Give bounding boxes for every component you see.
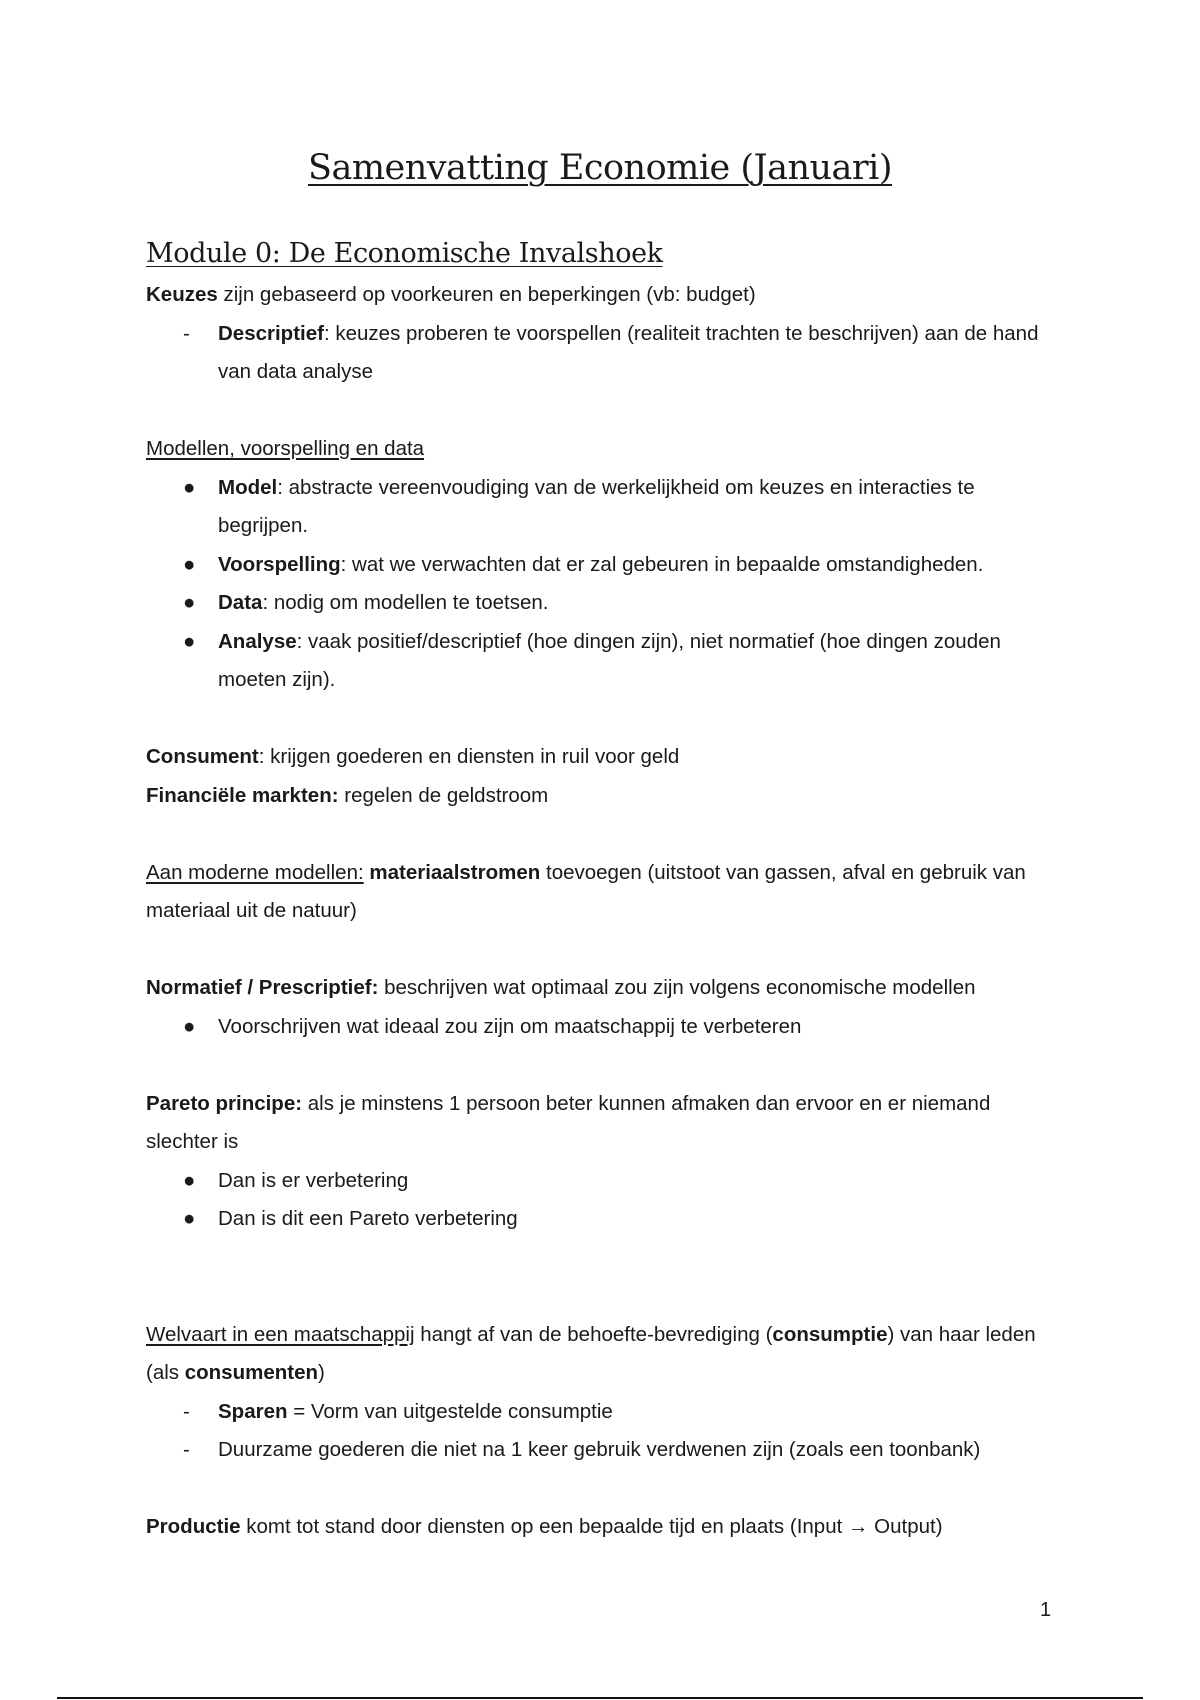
consument-paragraph: Consument: krijgen goederen en diensten in ruil voor geld <box>146 745 680 768</box>
pareto-list <box>146 1162 1066 1239</box>
item-text: Dan is er verbetering <box>218 1168 409 1192</box>
keuzes-list <box>146 315 1066 392</box>
item-text: : wat we verwachten dat er zal gebeuren in bepaalde omstandigheden. <box>340 552 984 576</box>
item-term: Model <box>218 475 278 499</box>
bullet-marker: ● <box>183 1207 196 1230</box>
item-term: Data <box>218 591 263 614</box>
bullet-marker: ● <box>183 629 196 653</box>
item-text: : abstracte vereenvoudiging van de werkelijkheid om keuzes en interacties te begrijpen. <box>218 475 975 537</box>
normatief-paragraph: Normatief / Prescriptief: beschrijven wat optimaal zou zijn volgens economische modellen <box>146 976 976 999</box>
keuzes-paragraph <box>146 276 1066 315</box>
item-term: Sparen <box>218 1399 288 1423</box>
dash-marker: - <box>183 321 190 345</box>
list-item <box>146 1008 1066 1047</box>
normatief-list <box>146 1008 1066 1047</box>
item-text: Voorschrijven wat ideaal zou zijn om maatschappij te verbeteren <box>218 1014 802 1038</box>
page-number: 1 <box>1040 1599 1052 1621</box>
keuzes-text: zijn gebaseerd op voorkeuren en beperkingen (vb: budget) <box>217 283 756 306</box>
item-text: = Vorm van uitgestelde consumptie <box>287 1399 613 1423</box>
welvaart-list <box>146 1393 1066 1470</box>
moderne-paragraph: Aan moderne modellen: materiaalstromen toevoegen (uitstoot van gassen, afval en gebruik van materiaal uit de natuur) <box>146 860 1026 922</box>
list-item <box>146 546 1066 585</box>
productie-paragraph: Productie komt tot stand door diensten op een bepaalde tijd en plaats (Input → Output) <box>146 1515 943 1538</box>
list-item <box>146 1431 1066 1470</box>
keuzes-term: Keuzes <box>146 283 218 306</box>
list-item <box>146 1162 1066 1201</box>
list-item <box>146 623 1066 700</box>
document-body <box>146 236 1066 1547</box>
bullet-marker: ● <box>183 1014 196 1038</box>
item-text: : keuzes proberen te voorspellen (realiteit trachten te beschrijven) aan de hand van data analyse <box>218 321 1039 383</box>
dash-marker: - <box>183 1438 190 1461</box>
welvaart-paragraph: Welvaart in een maatschappij hangt af van de behoefte-bevrediging (consumptie) van haar leden (als consumenten) <box>146 1322 1036 1384</box>
pareto-paragraph: Pareto principe: als je minstens 1 persoon beter kunnen afmaken dan ervoor en er niemand slechter is <box>146 1091 991 1153</box>
item-text: Dan is dit een Pareto verbetering <box>218 1207 518 1230</box>
module-heading: Module 0: De Economische Invalshoek <box>146 238 663 269</box>
item-text: : nodig om modellen te toetsen. <box>262 591 549 614</box>
financiele-paragraph: Financiële markten: regelen de geldstroom <box>146 783 549 807</box>
modellen-heading: Modellen, voorspelling en data <box>146 437 425 460</box>
item-text: Duurzame goederen die niet na 1 keer gebruik verdwenen zijn (zoals een toonbank) <box>218 1438 981 1461</box>
list-item <box>146 315 1066 392</box>
document-title: Samenvatting Economie (Januari) <box>308 148 892 188</box>
page-divider <box>57 1697 1143 1699</box>
bullet-marker: ● <box>183 552 196 576</box>
bullet-marker: ● <box>183 591 196 614</box>
item-term: Analyse <box>218 629 297 653</box>
list-item <box>146 584 1066 623</box>
modellen-list <box>146 469 1066 700</box>
bullet-marker: ● <box>183 475 196 499</box>
list-item <box>146 1393 1066 1432</box>
list-item <box>146 469 1066 546</box>
item-term: Descriptief <box>218 321 324 345</box>
item-term: Voorspelling <box>218 552 341 576</box>
list-item <box>146 1200 1066 1239</box>
bullet-marker: ● <box>183 1168 196 1192</box>
item-text: : vaak positief/descriptief (hoe dingen zijn), niet normatief (hoe dingen zouden moeten zijn). <box>218 629 1001 691</box>
dash-marker: - <box>183 1399 190 1423</box>
